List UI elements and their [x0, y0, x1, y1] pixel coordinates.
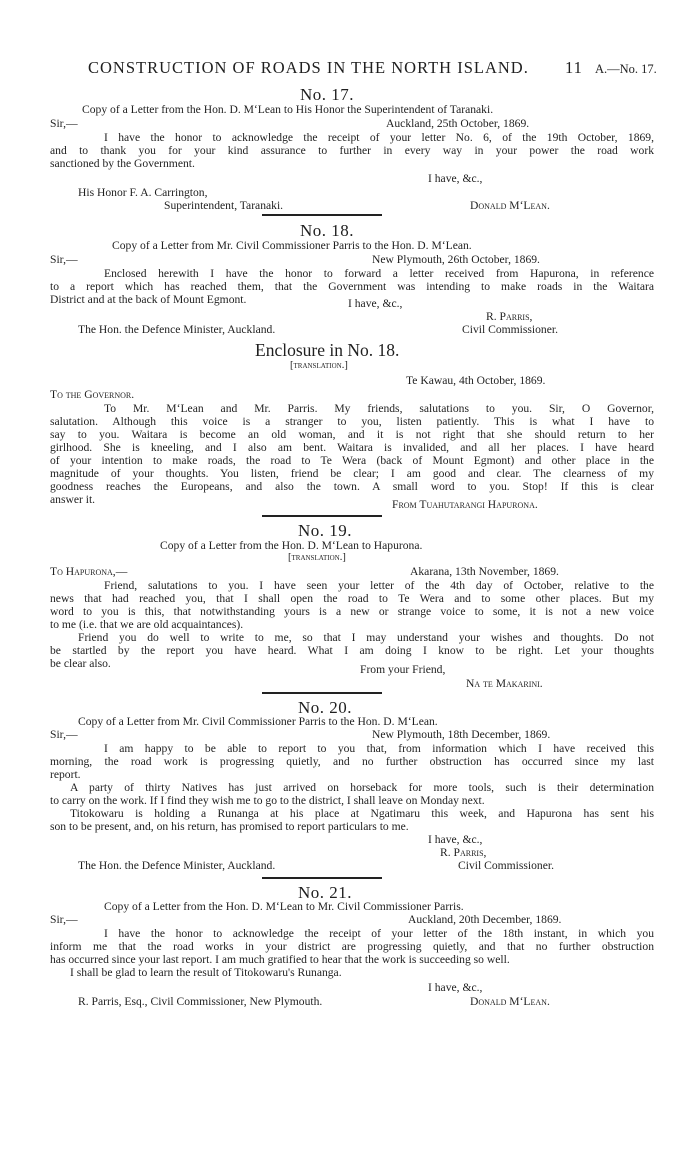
letter-20-body-line: to carry on the work. If I find they wish me to go to the district, I shall leave on Monday next.	[50, 794, 485, 807]
letter-20-dateline: New Plymouth, 18th December, 1869.	[372, 728, 551, 741]
letter-18-closing: I have, &c.,	[348, 297, 403, 310]
letter-18-heading: No. 18.	[300, 221, 355, 240]
letter-20-body-line: morning, the road work is progressing quietly, and no further obstruction has occurred since my last	[50, 755, 654, 768]
enclosure-18-body-line: of your intention to make roads, the road to Te Wera (back of Mount Egmont) and other place in the	[50, 454, 654, 467]
letter-19-dateline: Akarana, 13th November, 1869.	[410, 565, 559, 578]
section-divider	[262, 877, 382, 879]
letter-21-signature: Donald M‘Lean.	[470, 995, 550, 1008]
paper-reference: A.—No. 17.	[595, 62, 657, 76]
letter-19-body-line: Friend you do well to write to me, so that I may understand your wishes and thoughts. Do not	[78, 631, 654, 644]
letter-17-closing: I have, &c.,	[428, 172, 483, 185]
letter-20-signature: R. Parris,	[440, 846, 487, 859]
letter-17-addressee: His Honor F. A. Carrington,	[78, 186, 208, 199]
letter-21-salutation: Sir,—	[50, 913, 78, 926]
enclosure-18-to: To the Governor.	[50, 388, 135, 401]
section-divider	[262, 692, 382, 694]
letter-21-body-line: I have the honor to acknowledge the receipt of your letter of the 18th instant, in which you	[104, 927, 654, 940]
enclosure-18-body-line: salutation. Although this voice is a stranger to you, listen patiently. This is what I have to	[50, 415, 654, 428]
letter-19-heading: No. 19.	[298, 521, 353, 540]
letter-20-body-line: Titokowaru is holding a Runanga at his place at Ngatimaru this week, and Hapurona has sent his	[70, 807, 654, 820]
letter-20-caption: Copy of a Letter from Mr. Civil Commissioner Parris to the Hon. D. M‘Lean.	[78, 715, 438, 728]
letter-17-dateline: Auckland, 25th October, 1869.	[386, 117, 530, 130]
letter-20-body-line: A party of thirty Natives has just arrived on horseback for more tools, such is their determination	[70, 781, 654, 794]
letter-21-body-line: has occurred since your last report. I am much gratified to hear that the work is succeeding so well.	[50, 953, 510, 966]
enclosure-18-body-line: answer it.	[50, 493, 96, 506]
letter-17-addressee: Superintendent, Taranaki.	[164, 199, 284, 212]
letter-17-body-line: sanctioned by the Government.	[50, 157, 195, 170]
letter-19-translation: [translation.]	[288, 552, 346, 563]
enclosure-18-body-line: say to you. Waitara is become an old woman, and it is not right that she should return to her	[50, 428, 654, 441]
page-number: 11	[565, 58, 583, 77]
enclosure-18-body-line: magnitude of your thoughts. You listen, friend be clear; I am good and clear. The clearness of my	[50, 467, 654, 480]
running-title: CONSTRUCTION OF ROADS IN THE NORTH ISLAND.	[88, 58, 529, 77]
letter-18-signature-title: Civil Commissioner.	[462, 323, 558, 336]
enclosure-18-dateline: Te Kawau, 4th October, 1869.	[406, 374, 546, 387]
enclosure-18-body-line: goodness reaches the Europeans, and also the town. A small word to you. Stop! If this is clear	[50, 480, 654, 493]
letter-20-closing: I have, &c.,	[428, 833, 483, 846]
letter-19-body-line: to me (i.e. that we are old acquaintances).	[50, 618, 244, 631]
letter-18-body-line: Enclosed herewith I have the honor to forward a letter received from Hapurona, in reference	[104, 267, 654, 280]
letter-19-body-line: Friend, salutations to you. I have seen your letter of the 4th day of October, relative to the	[104, 579, 654, 592]
letter-18-body-line: District and at the back of Mount Egmont.	[50, 293, 247, 306]
letter-18-salutation: Sir,—	[50, 253, 78, 266]
letter-20-body-line: son to be present, and, on his return, has promised to report particulars to me.	[50, 820, 409, 833]
letter-21-body-line: I shall be glad to learn the result of Titokowaru's Runanga.	[70, 966, 342, 979]
letter-20-body-line: report.	[50, 768, 81, 781]
letter-21-addressee: R. Parris, Esq., Civil Commissioner, New Plymouth.	[78, 995, 323, 1008]
letter-19-signature: Na te Makarini.	[466, 677, 543, 690]
letter-18-signature: R. Parris,	[486, 310, 533, 323]
letter-21-body-line: inform me that the road works in your district are progressing quietly, and that no further obstruction	[50, 940, 654, 953]
letter-20-salutation: Sir,—	[50, 728, 78, 741]
letter-21-closing: I have, &c.,	[428, 981, 483, 994]
section-divider	[262, 214, 382, 216]
letter-19-body-line: be startled by the report you have heard. What I am doing I know to be right. Let your thoughts	[50, 644, 654, 657]
letter-20-addressee: The Hon. the Defence Minister, Auckland.	[78, 859, 276, 872]
section-divider	[262, 515, 382, 517]
enclosure-18-signature: From Tuahutarangi Hapurona.	[392, 498, 538, 511]
letter-21-heading: No. 21.	[298, 883, 353, 902]
letter-17-signature: Donald M‘Lean.	[470, 199, 550, 212]
enclosure-18-heading: Enclosure in No. 18.	[255, 340, 400, 360]
letter-19-salutation: To Hapurona,—	[50, 565, 128, 578]
enclosure-18-body-line: girlhood. She is kneeling, and I also am bent. Waitara is invalided, and all her places. I have heard	[50, 441, 654, 454]
letter-21-dateline: Auckland, 20th December, 1869.	[408, 913, 562, 926]
letter-17-salutation: Sir,—	[50, 117, 78, 130]
letter-19-body-line: word to you is this, that notwithstanding yours is a new or strange voice to some, it is not a new voice	[50, 605, 654, 618]
letter-20-body-line: I am happy to be able to report to you that, from information which I have received this	[104, 742, 654, 755]
letter-17-body-line: I have the honor to acknowledge the receipt of your letter No. 6, of the 19th October, 1869,	[104, 131, 654, 144]
letter-19-body-line: news that had reached you, that I shall open the road to Te Wera and to some other places. But my	[50, 592, 654, 605]
letter-19-caption: Copy of a Letter from the Hon. D. M‘Lean to Hapurona.	[160, 539, 423, 552]
letter-18-body-line: to a report which has reached them, that the Government was intending to make roads in the Waitara	[50, 280, 654, 293]
letter-18-addressee: The Hon. the Defence Minister, Auckland.	[78, 323, 276, 336]
letter-18-dateline: New Plymouth, 26th October, 1869.	[372, 253, 540, 266]
letter-21-caption: Copy of a Letter from the Hon. D. M‘Lean to Mr. Civil Commissioner Parris.	[104, 900, 464, 913]
letter-20-heading: No. 20.	[298, 698, 353, 717]
letter-20-signature-title: Civil Commissioner.	[458, 859, 554, 872]
letter-19-body-line: be clear also.	[50, 657, 111, 670]
letter-17-caption: Copy of a Letter from the Hon. D. M‘Lean to His Honor the Superintendent of Taranaki.	[82, 103, 494, 116]
letter-17-heading: No. 17.	[300, 85, 355, 104]
enclosure-18-body-line: To Mr. M‘Lean and Mr. Parris. My friends, salutations to you. Sir, O Governor,	[104, 402, 654, 415]
letter-19-closing: From your Friend,	[360, 663, 446, 676]
enclosure-18-translation: [translation.]	[290, 360, 348, 371]
letter-17-body-line: and to thank you for your kind assurance to further in every way in your power the road work	[50, 144, 654, 157]
letter-18-caption: Copy of a Letter from Mr. Civil Commissioner Parris to the Hon. D. M‘Lean.	[112, 239, 472, 252]
